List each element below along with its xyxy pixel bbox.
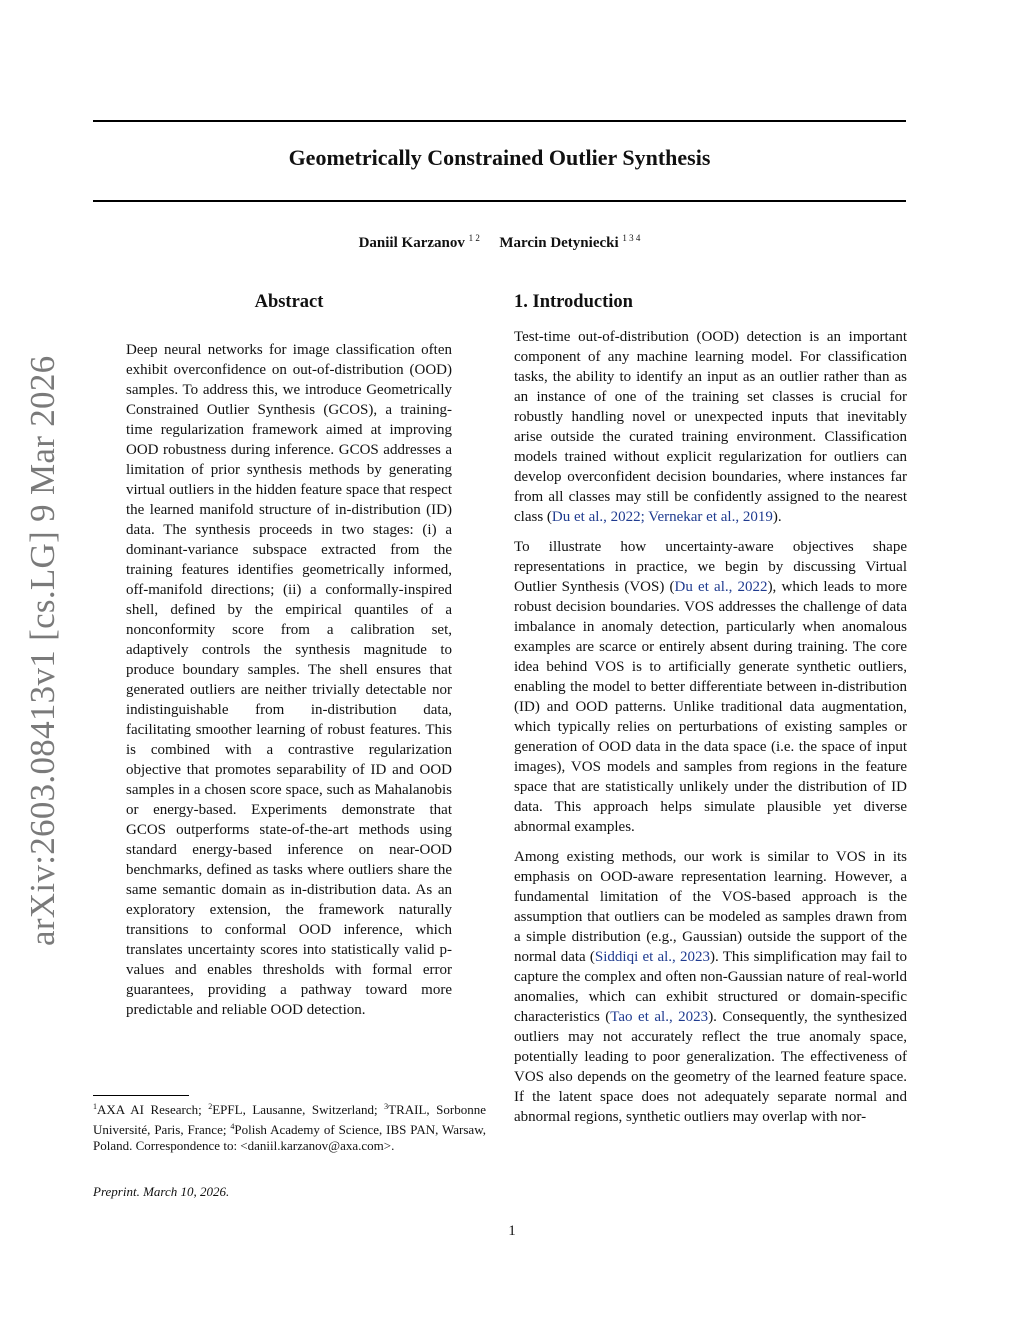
title-rule-bottom: [93, 200, 906, 202]
author-name: Marcin Detyniecki: [499, 235, 619, 251]
arxiv-identifier-stamp: arXiv:2603.08413v1 [cs.LG] 9 Mar 2026: [23, 355, 62, 946]
footnote-affiliation: TRAIL, Sorbonne Université, Paris, France;: [93, 1102, 486, 1137]
title-rule-top: [93, 120, 906, 122]
author-name: Daniil Karzanov: [358, 235, 465, 251]
citation-link[interactable]: Du et al., 2022; Vernekar et al., 2019: [551, 509, 773, 525]
footnote-marker: 1: [93, 1102, 97, 1111]
citation-link[interactable]: Tao et al., 2023: [610, 1009, 709, 1025]
intro-text: ).: [772, 509, 782, 525]
author-affiliations: 1 2: [468, 233, 480, 243]
abstract-heading: Abstract: [254, 292, 324, 312]
footnote-affiliation: Polish Academy of Science, IBS PAN, Warsaw, Poland. Correspondence to: <daniil.karzanov@axa.com>.: [93, 1121, 486, 1153]
abstract-text: Deep neural networks for image classification often exhibit overconfidence on out-of-distribution (OOD) samples. To address this, we introduce Geometrically Constrained Outlier Synthesis (GCOS), a training-time regularization framework aimed at improving OOD robustness during inference. GCOS addresses a limitation of prior synthesis methods by generating virtual outliers in the hidden feature space that respect the learned manifold structure of in-distribution (ID) data. The synthesis proceeds in two stages: (i) a dominant-variance subspace extracted from the training features identifies geometrically informed, off-manifold directions; (ii) a conformally-inspired shell, defined by the empirical quantiles of a nonconformity score from a calibration set, adaptively controls the synthesis magnitude to produce boundary samples. The shell ensures that generated outliers are neither trivially detectable nor indistinguishable from in-distribution data, facilitating smoother learning of robust features. This is combined with a contrastive regularization objective that promotes separability of ID and OOD samples in a chosen score space, such as Mahalanobis or energy-based. Experiments demonstrate that GCOS outperforms state-of-the-art methods using standard energy-based inference on near-OOD benchmarks, defined as tasks where outliers share the same semantic domain as in-distribution data. As an exploratory extension, the framework naturally transitions to conformal OOD inference, which translates uncertainty scores into statistically valid p-values and enables thresholds with formal error guarantees, providing a pathway toward more predictable and reliable OOD detection.: [126, 342, 452, 1018]
introduction-body: [514, 327, 907, 1137]
footnote-marker: 2: [208, 1102, 213, 1111]
intro-text: ), which leads to more robust decision boundaries. VOS addresses the challenge of data imbalance in anomaly detection, particularly when anomalous examples are scarce or entirely absent during training. The core idea behind VOS is to artificially generate synthetic outliers, enabling the model to better differentiate between in-distribution (ID) and OOD patterns. Unlike traditional data augmentation, which typically relies on perturbations of existing samples or generation of OOD data in the data space (i.e. the space of input images), VOS models and samples from regions in the feature space that are statistically unlikely under the distribution of ID data. This approach helps simulate plausible yet diverse abnormal examples.: [514, 579, 907, 835]
intro-paragraph: [514, 327, 907, 527]
paper-title: Geometrically Constrained Outlier Synthesis: [288, 145, 711, 170]
footnote-rule: [93, 1095, 189, 1096]
intro-text: Among existing methods, our work is similar to VOS in its emphasis on OOD-aware representation learning. However, a fundamental limitation of the VOS-based approach is the assumption that outliers can be modeled as samples drawn from a simple distribution (e.g., Gaussian) outside the support of the normal data (: [514, 849, 907, 965]
intro-text: Test-time out-of-distribution (OOD) detection is an important component of any machine learning model. For classification tasks, the ability to identify an input as an outlier rather than as an instance of one of the training set classes is crucial for robustly handling novel or unexpected inputs that inevitably arise outside the curated training environment. Classification models trained without explicit regularization for outliers can develop overconfident decision boundaries, where instances far from all classes may still be confidently assigned to the nearest class (: [514, 329, 907, 525]
footnote-marker: 3: [384, 1102, 389, 1111]
intro-text: ). Consequently, the synthesized outliers may not accurately reflect the true anomaly space, potentially leading to poor generalization. The effectiveness of VOS also depends on the geometry of the learned feature space. If the latent space does not adequately separate normal and abnormal regions, synthetic outliers may overlap with nor-: [514, 1009, 907, 1125]
footnote-affiliation: EPFL, Lausanne, Switzerland;: [212, 1102, 385, 1117]
preprint-notice: Preprint. March 10, 2026.: [93, 1184, 230, 1199]
intro-text: ). This simplification may fail to capture the complex and often non-Gaussian nature of real-world anomalies, which can exhibit structured or domain-specific characteristics (: [514, 949, 907, 1025]
affiliation-footnote: [93, 1099, 486, 1155]
citation-link[interactable]: Siddiqi et al., 2023: [594, 949, 711, 965]
intro-text: To illustrate how uncertainty-aware objectives shape representations in practice, we begin by discussing Virtual Outlier Synthesis (VOS) (: [514, 539, 907, 595]
footnote-marker: 4: [230, 1121, 235, 1131]
introduction-heading: 1. Introduction: [514, 292, 633, 312]
page-number: 1: [508, 1223, 516, 1239]
intro-paragraph: [514, 537, 907, 837]
author-line: [93, 233, 906, 252]
intro-paragraph: [514, 847, 907, 1127]
footnote-affiliation: AXA AI Research;: [97, 1102, 209, 1117]
author-affiliations: 1 3 4: [622, 233, 641, 243]
citation-link[interactable]: Du et al., 2022: [674, 579, 768, 595]
